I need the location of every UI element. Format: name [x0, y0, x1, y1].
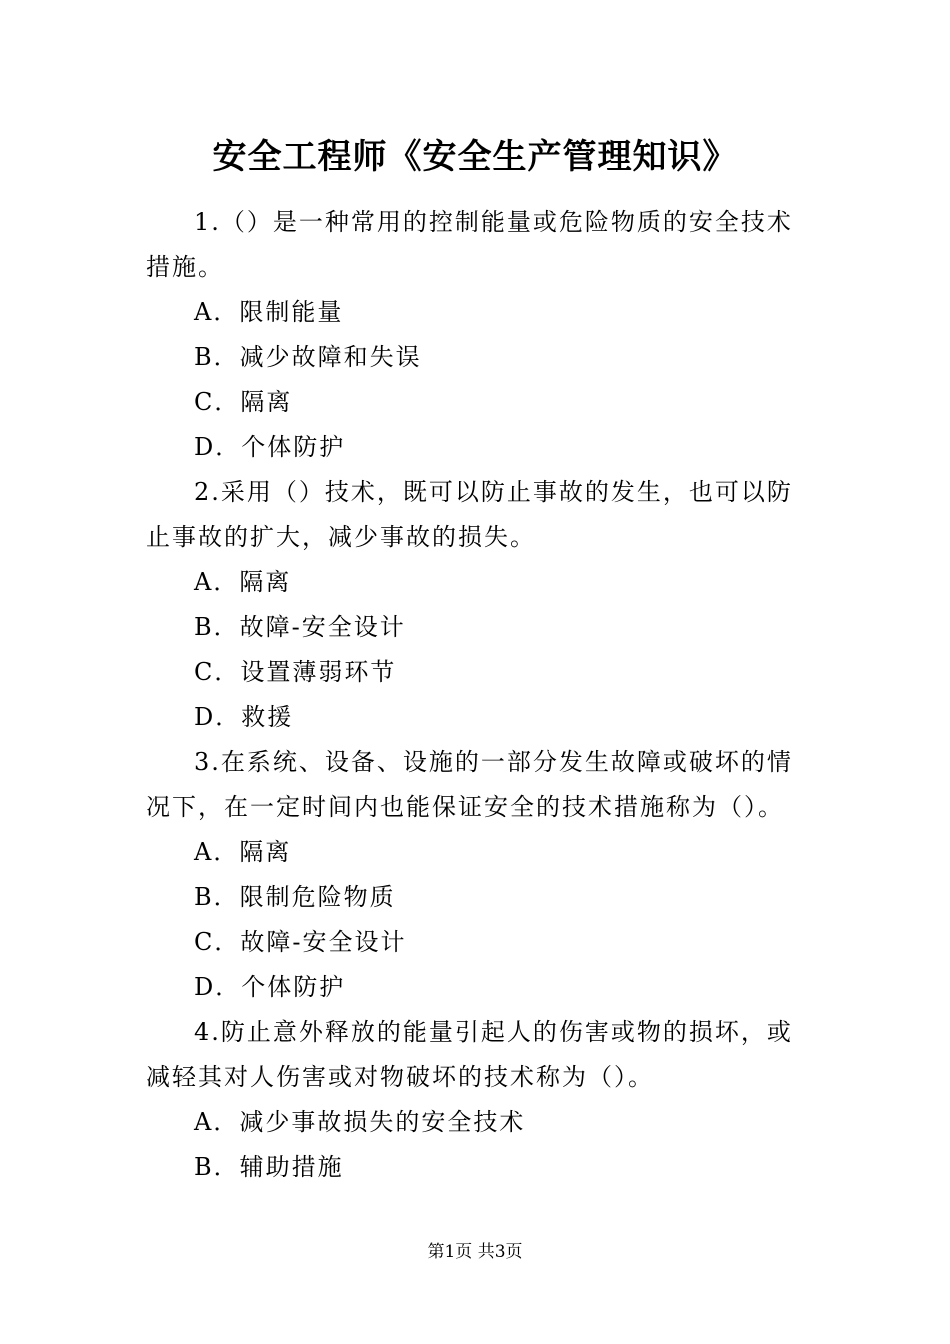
question-3-line-1: 3.在系统、设备、设施的一部分发生故障或破坏的情	[194, 748, 793, 776]
question-2-line-1: 2.采用（）技术，既可以防止事故的发生，也可以防	[194, 478, 793, 506]
question-4-option-a: A．减少事故损失的安全技术	[194, 1108, 526, 1136]
question-3-line-2: 况下，在一定时间内也能保证安全的技术措施称为（）。	[146, 793, 784, 821]
question-3-option-d: D．个体防护	[194, 973, 346, 1001]
question-1-option-b: B．减少故障和失误	[194, 343, 422, 371]
page-title: 安全工程师《安全生产管理知识》	[212, 137, 738, 177]
question-3-option-c: C．故障-安全设计	[194, 928, 407, 956]
question-2-option-a: A．隔离	[194, 568, 292, 596]
question-3-option-b: B．限制危险物质	[194, 883, 396, 911]
question-4-line-2: 减轻其对人伤害或对物破坏的技术称为（）。	[146, 1063, 654, 1091]
question-1-line-1: 1.（）是一种常用的控制能量或危险物质的安全技术	[194, 208, 793, 236]
question-2-line-2: 止事故的扩大，减少事故的损失。	[146, 523, 536, 551]
question-2-option-b: B．故障-安全设计	[194, 613, 406, 641]
question-1-option-a: A．限制能量	[194, 298, 344, 326]
question-3-option-a: A．隔离	[194, 838, 292, 866]
question-1-option-d: D．个体防护	[194, 433, 346, 461]
question-4-line-1: 4.防止意外释放的能量引起人的伤害或物的损坏，或	[194, 1018, 793, 1046]
question-list	[146, 200, 806, 1190]
question-2-option-d: D．救援	[194, 703, 294, 731]
question-1-option-c: C．隔离	[194, 388, 293, 416]
page-footer: 第1页 共3页	[427, 1242, 523, 1262]
question-1-line-2: 措施。	[146, 253, 224, 281]
question-2-option-c: C．设置薄弱环节	[194, 658, 397, 686]
question-4-option-b: B．辅助措施	[194, 1153, 344, 1181]
